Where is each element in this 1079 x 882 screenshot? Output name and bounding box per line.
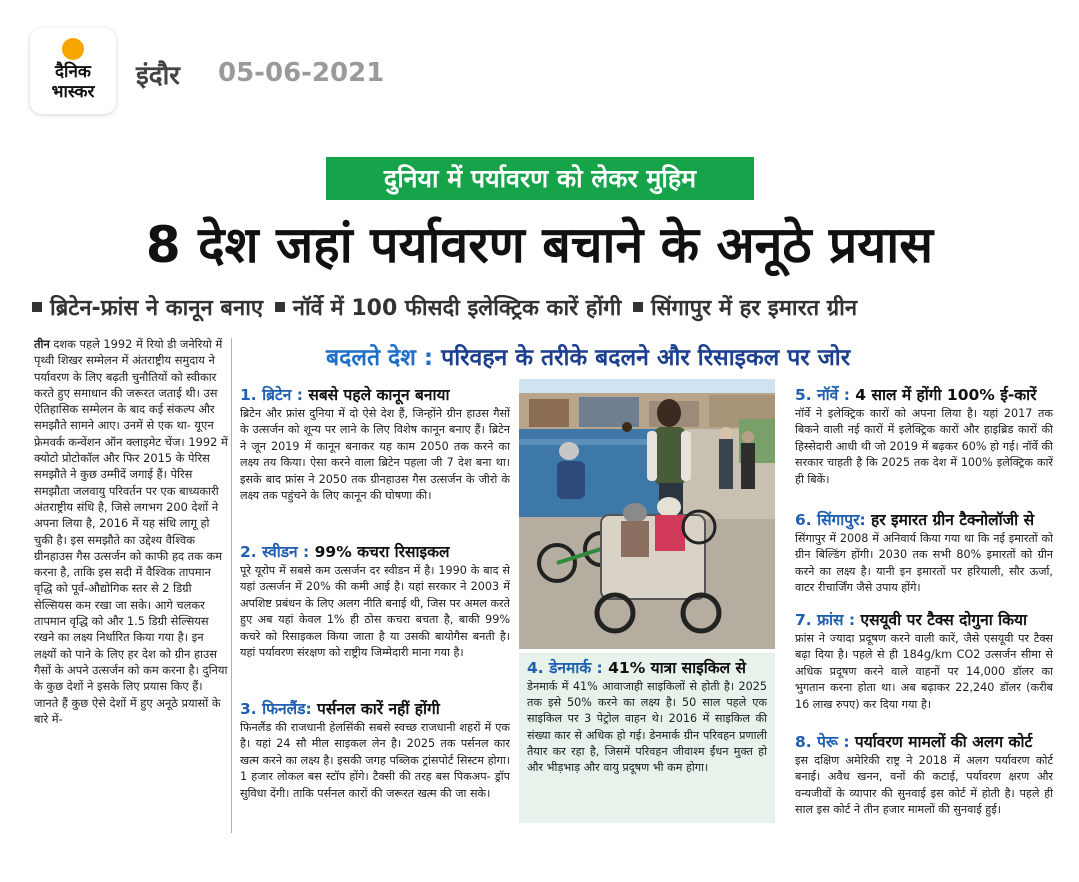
section-france-body: फ्रांस ने ज्यादा प्रदूषण करने वाली कारें, जैसे एसयूवी पर टैक्स बढ़ा दिया है। पहले से ही 184g/km CO2 उत्सर्जन सीमा से अधिक प्रदूषण करने वाले वाहनों पर 14,000 डॉलर का भुगतान करना होता था। अब बढ़ाकर 22,240 डॉलर (करीब 16 लाख रुपए) कर दिया गया है।	[795, 632, 1053, 711]
section-britain-body: ब्रिटेन और फ्रांस दुनिया में दो ऐसे देश हैं, जिन्होंने ग्रीन हाउस गैसों के उत्सर्जन को शून्य पर लाने के लिए विशेष कानून बनाए हैं। ब्रिटेन ने जून 2019 में कानून बनाकर यह काम 2050 तक करने का लक्ष्य तय किया। ऐसा करने वाला ब्रिटेन पहला जी 7 देश बना था। इसके बाद फ्रांस ने 2050 तक ग्रीनहाउस गैस उत्सर्जन के जीरो के लक्ष्य तक पहुंचने के लिए कानून की घोषणा की।	[240, 407, 510, 503]
deck-item-2: नॉर्वे में 100 फीसदी इलेक्ट्रिक कारें होंगी	[292, 296, 622, 321]
edition-city: इंदौर	[136, 61, 180, 91]
section-france	[795, 609, 1053, 731]
section-peru	[795, 731, 1053, 831]
section-heading: 99% कचरा रिसाइकल	[309, 543, 450, 561]
section-singapore-body: सिंगापुर में 2008 में अनिवार्य किया गया था कि नई इमारतों को ग्रीन बिल्डिंग होंगी। 2030 तक सभी 80% इमारतों को ग्रीन करने का लक्ष्य है। यानी इन इमारतों पर हरियाली, सौर ऊर्जा, वाटर रीचार्जिंग जैसे उपाय होंगे।	[795, 532, 1053, 595]
section-singapore	[795, 509, 1053, 611]
column-divider	[231, 338, 232, 833]
bullet-square-icon	[275, 302, 285, 312]
logo-line2: भास्कर	[51, 82, 95, 102]
section-sweden-title	[240, 541, 510, 563]
section-britain-title	[240, 384, 510, 406]
subhead-text: परिवहन के तरीके बदलने और रिसाइकल पर जोर	[433, 345, 851, 371]
section-britain	[240, 384, 510, 538]
intro-text: दशक पहले 1992 में रियो डी जनेरियो में पृथ्वी शिखर सम्मेलन में अंतराष्ट्रीय समुदाय ने पर्यावरण के लिए बढ़ती चुनौतियों को स्वीकार करते हुए समाधान की जरूरत जताई थी। उस ऐतिहासिक सम्मेलन के बाद कई संकल्प और समझौते सामने आए। उनमें से एक था- यूएन फ्रेमवर्क कन्वेंशन ऑन क्लाइमेट चेंज। 1992 में क्योटो प्रोटोकॉल और फिर 2015 के पेरिस समझौते ने कुछ उम्मीदें जगाई हैं। पेरिस समझौता जलवायु परिवर्तन पर एक बाध्यकारी अंतराष्ट्रीय संधि है, जिसे लगभग 200 देशों ने अपना लिया है, 2016 में यह संधि लागू हो चुकी है। इस समझौते का उद्देश्य वैश्विक ग्रीनहाउस गैस उत्सर्जन को काफी हद तक कम करना है, ताकि इस सदी में वैश्विक तापमान वृद्धि को पूर्व-औद्योगिक स्तर से 2 डिग्री सेल्सियस कम रखा जा सके। आगे चलकर तापमान वृद्धि को और 1.5 डिग्री सेल्सियस रखने का लक्ष्य निर्धारित किया गया है। इन लक्ष्यों को पाने के लिए हर देश को ग्रीन हाउस गैसों के अपने उत्सर्जन को कम करना है। दुनिया के कुछ देशों ने इसके लिए प्रयास किए हैं। जानते हैं कुछ ऐसे देशों में हुए अनूठे प्रयासों के बारे में-	[34, 337, 228, 726]
section-norway-body: नॉर्वे ने इलेक्ट्रिक कारों को अपना लिया है। यहां 2017 तक बिकने वाली नई कारों में इलेक्ट्रिक कारों और हाइब्रिड कारों की हिस्सेदारी आधी थी जो 2019 में बढ़कर 60% हो गई। नॉर्वे की सरकार चाहती है कि 2025 तक देश में 100% इलेक्ट्रिक कारें ही बिकें।	[795, 407, 1053, 486]
section-heading: सबसे पहले कानून बनाया	[302, 386, 450, 404]
section-denmark-body: डेनमार्क में 41% आवाजाही साइकिलों से होती है। 2025 तक इसे 50% करने का लक्ष्य है। 50 साल पहले एक साइकिल पर 3 पेट्रोल वाहन थे। 2016 में साइकिल की संख्या कार से अधिक हो गई। डेनमार्क ग्रीन परिवहन प्रणाली तैयार कर रहा है, जिसमें परिवहन जीवाश्म ईंधन मुक्त हो और भीड़भाड़ और वायु प्रदूषण भी कम होगा।	[527, 680, 767, 775]
section-number: 3. फिनलैंड:	[240, 700, 312, 718]
section-heading: 41% यात्रा साइकिल से	[602, 659, 747, 677]
section-finland-body: फिनलैंड की राजधानी हेलसिंकी सबसे स्वच्छ राजधानी शहरों में एक है। यहां 24 सौ मील साइकल लेन है। 2025 तक पर्सनल कार खत्म करने का लक्ष्य है। इसकी जगह पब्लिक ट्रांसपोर्ट सिस्टम होगा। 1 हजार लोकल बस स्टॉप होंगे। टैक्सी की तरह बस पिकअप- ड्रॉप सुविधा देंगी। ताकि पर्सनल कारों की जरूरत खत्म की जा सके।	[240, 721, 510, 800]
section-heading: 4 साल में होंगी 100% ई-कारें	[849, 386, 1037, 404]
section-peru-title	[795, 731, 1053, 753]
section-heading: पर्सनल कारें नहीं होंगी	[311, 700, 440, 718]
section-number: 4. डेनमार्क :	[527, 659, 603, 677]
section-peru-body: इस दक्षिण अमेरिकी राष्ट्र ने 2018 में अलग पर्यावरण कोर्ट बनाई। अवैध खनन, वनों की कटाई, पर्यावरण क्षरण और वन्यजीवों के व्यापार की सुनवाई इस कोर्ट में होती है। पहले ही साल इस कोर्ट ने तीन हजार मामलों की सुनवाई हुई।	[795, 754, 1053, 817]
kicker-strip: दुनिया में पर्यावरण को लेकर मुहिम	[326, 157, 754, 200]
subhead-label: बदलते देश :	[326, 345, 434, 371]
intro-column	[34, 336, 228, 836]
section-finland	[240, 698, 510, 830]
deck-line	[28, 290, 1058, 328]
section-sweden-body: पूरे यूरोप में सबसे कम उत्सर्जन दर स्वीडन में है। 1990 के बाद से यहां उत्सर्जन में 20% की कमी आई है। यहां सरकार ने 2003 में अपशिष्ट प्रबंधन के लिए अलग नीति बनाई थी, जिस पर अमल करते हुए अब यहां केवल 1% ही ठोस कचरा बचता है, बाकी 99% कचरे को रिसाइकल किया जाता है या उसकी बायोगैस बनती है। यहां पर्यावरण संरक्षण को राष्ट्रीय जिम्मेदारी माना गया है।	[240, 564, 510, 660]
app-header	[0, 0, 1079, 145]
section-norway	[795, 384, 1053, 508]
sun-icon	[62, 38, 84, 60]
section-sweden	[240, 541, 510, 695]
edition-date: 05-06-2021	[218, 58, 385, 88]
section-norway-title	[795, 384, 1053, 406]
dainik-bhaskar-logo[interactable]	[30, 28, 116, 114]
section-denmark	[519, 653, 775, 823]
deck-item-3: सिंगापुर में हर इमारत ग्रीन	[650, 296, 858, 321]
section-number: 8. पेरू :	[795, 733, 850, 751]
cycling-family-photo	[519, 379, 775, 649]
bullet-square-icon	[633, 302, 643, 312]
section-finland-title	[240, 698, 510, 720]
section-singapore-title	[795, 509, 1053, 531]
section-heading: पर्यावरण मामलों की अलग कोर्ट	[849, 733, 1033, 751]
section-heading: हर इमारत ग्रीन टैक्नोलॉजी से	[865, 511, 1035, 529]
section-heading: एसयूवी पर टैक्स दोगुना किया	[855, 611, 1028, 629]
deck-item-1: ब्रिटेन-फ्रांस ने कानून बनाए	[50, 296, 264, 321]
section-number: 1. ब्रिटेन :	[240, 386, 303, 404]
logo-line1: दैनिक	[55, 62, 91, 82]
bullet-square-icon	[32, 302, 42, 312]
page-headline: 8 देश जहां पर्यावरण बचाने के अनूठे प्रयास	[145, 216, 934, 274]
section-denmark-title	[527, 657, 767, 679]
section-france-title	[795, 609, 1053, 631]
section-number: 6. सिंगापुर:	[795, 511, 866, 529]
section-number: 5. नॉर्वे :	[795, 386, 850, 404]
section-number: 2. स्वीडन :	[240, 543, 310, 561]
section-subhead	[326, 340, 1026, 376]
intro-lead-word: तीन	[34, 337, 50, 351]
section-number: 7. फ्रांस :	[795, 611, 856, 629]
